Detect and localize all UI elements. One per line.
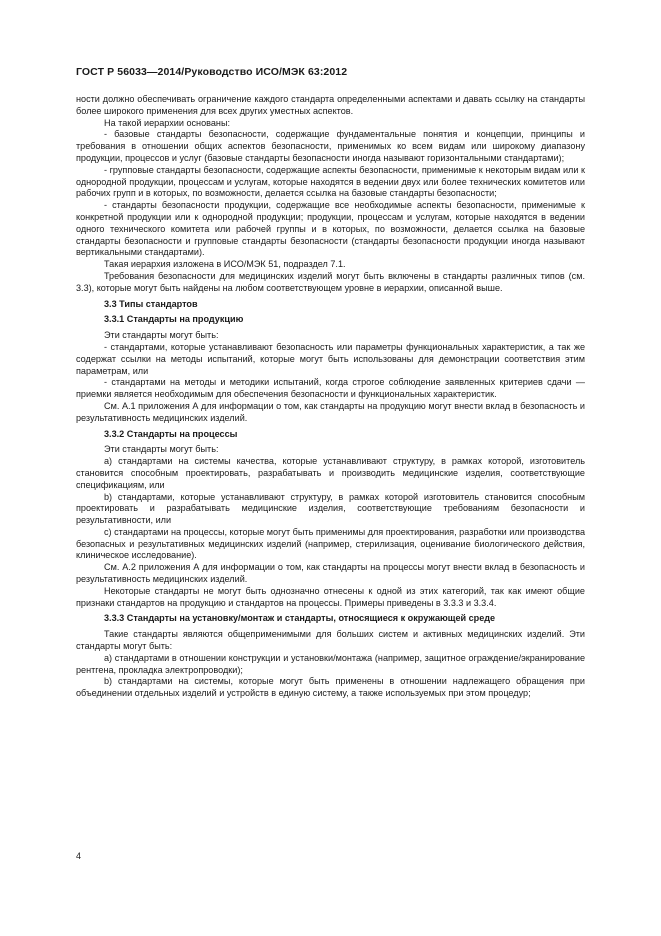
- subsection-heading: 3.3.1 Стандарты на продукцию: [104, 314, 244, 325]
- list-item: - стандартами на методы и методики испытаний, когда строгое соблюдение заявленных критериев сдачи — приемки является необходимым для обеспечения безопасности и функциональных характеристик.: [76, 377, 585, 400]
- paragraph: Требования безопасности для медицинских изделий могут быть включены в стандарты различных типов (см. 3.3), которые могут быть найдены на любом соответствующем уровне в иерархии, описанной выше.: [76, 270, 585, 293]
- paragraph: ности должно обеспечивать ограничение каждого стандарта определенными аспектами и давать ссылку на стандарты более широкого применения для всех других уместных аспектов.: [76, 94, 585, 116]
- paragraph: Эти стандарты могут быть:: [104, 444, 219, 455]
- paragraph: На такой иерархии основаны:: [104, 117, 231, 128]
- paragraph: Эти стандарты могут быть:: [104, 330, 219, 341]
- paragraph: Такие стандарты являются общеприменимыми для больших систем и активных медицинских изделий. Эти стандарты могут быть:: [76, 629, 585, 652]
- page-content: [76, 94, 585, 700]
- paragraph: См. А.2 приложения А для информации о том, как стандарты на процессы могут внести вклад в безопасность и результативность медицинских изделий.: [76, 562, 585, 585]
- section-heading: 3.3 Типы стандартов: [104, 298, 198, 309]
- list-item: - базовые стандарты безопасности, содержащие фундаментальные понятия и концепции, принципы и требования в отношении общих аспектов безопасности, применимых ко всем видам или широкому диапазону продукции, процессов и услуг (базовые стандарты безопасности иногда называют горизонтальными стандартами);: [76, 129, 585, 163]
- subsection-heading: 3.3.2 Стандарты на процессы: [104, 428, 238, 439]
- paragraph: См. А.1 приложения А для информации о том, как стандарты на продукцию могут внести вклад в безопасность и результативность медицинских изделий.: [76, 400, 585, 423]
- list-item: - стандартами, которые устанавливают безопасность или параметры функциональных характеристик, а так же содержат ссылки на методы испытаний, которые могут быть использованы для демонстрации соответствия этим параметрам, или: [76, 341, 585, 376]
- subsection-heading: 3.3.3 Стандарты на установку/монтаж и стандарты, относящиеся к окружающей среде: [104, 613, 496, 624]
- page-header: ГОСТ Р 56033—2014/Руководство ИСО/МЭК 63:2012: [76, 66, 348, 78]
- list-item: - групповые стандарты безопасности, содержащие аспекты безопасности, применимые к некоторым видам или к однородной продукции, процессам и услугам, которые находятся в ведении двух или более технических комитетов или рабочих групп и в которых, по возможности, делается ссылка на базовые стандарты безопасности;: [76, 164, 585, 199]
- list-item: b) стандартами на системы, которые могут быть применены в отношении надлежащего обращения при объединении отдельных изделий и устройств в единую систему, а также используемых при этом процедур;: [76, 676, 585, 699]
- list-item: a) стандартами в отношении конструкции и установки/монтажа (например, защитное ограждение/экранирование рентгена, прокладка электропроводки);: [76, 652, 585, 675]
- list-item: b) стандартами, которые устанавливают структуру, в рамках которой изготовитель становится способным проектировать и разрабатывать медицинские изделия, соответствующие требованиям безопасности и результативности, или: [76, 491, 585, 526]
- list-item: c) стандартами на процессы, которые могут быть применимы для проектирования, разработки или производства безопасных и результативных медицинских изделий (например, стерилизация, оценивание биологического действия, клиническое исследование).: [76, 526, 585, 561]
- paragraph: Такая иерархия изложена в ИСО/МЭК 51, подраздел 7.1.: [104, 259, 346, 270]
- list-item: a) стандартами на системы качества, которые устанавливают структуру, в рамках которой, изготовитель становится способным проектировать, разрабатывать и производить медицинские изделия, соответствующие спецификациям, или: [76, 456, 585, 490]
- page-number: 4: [76, 851, 82, 861]
- list-item: - стандарты безопасности продукции, содержащие все необходимые аспекты безопасности, применимые к конкретной продукции или к однородной продукции; продукции, процессам и услугам, которые находятся в ведении одного технического комитета или рабочей группы и в которых, по возможности, делается ссылка на базовые стандарты безопасности и групповые стандарты безопасности (стандарты безопасности продукции иногда называют вертикальными стандартами).: [76, 200, 585, 258]
- paragraph: Некоторые стандарты не могут быть однозначно отнесены к одной из этих категорий, так как имеют общие признаки стандартов на продукцию и стандартов на процессы. Примеры приведены в 3.3.3 и 3.3.4.: [76, 585, 585, 608]
